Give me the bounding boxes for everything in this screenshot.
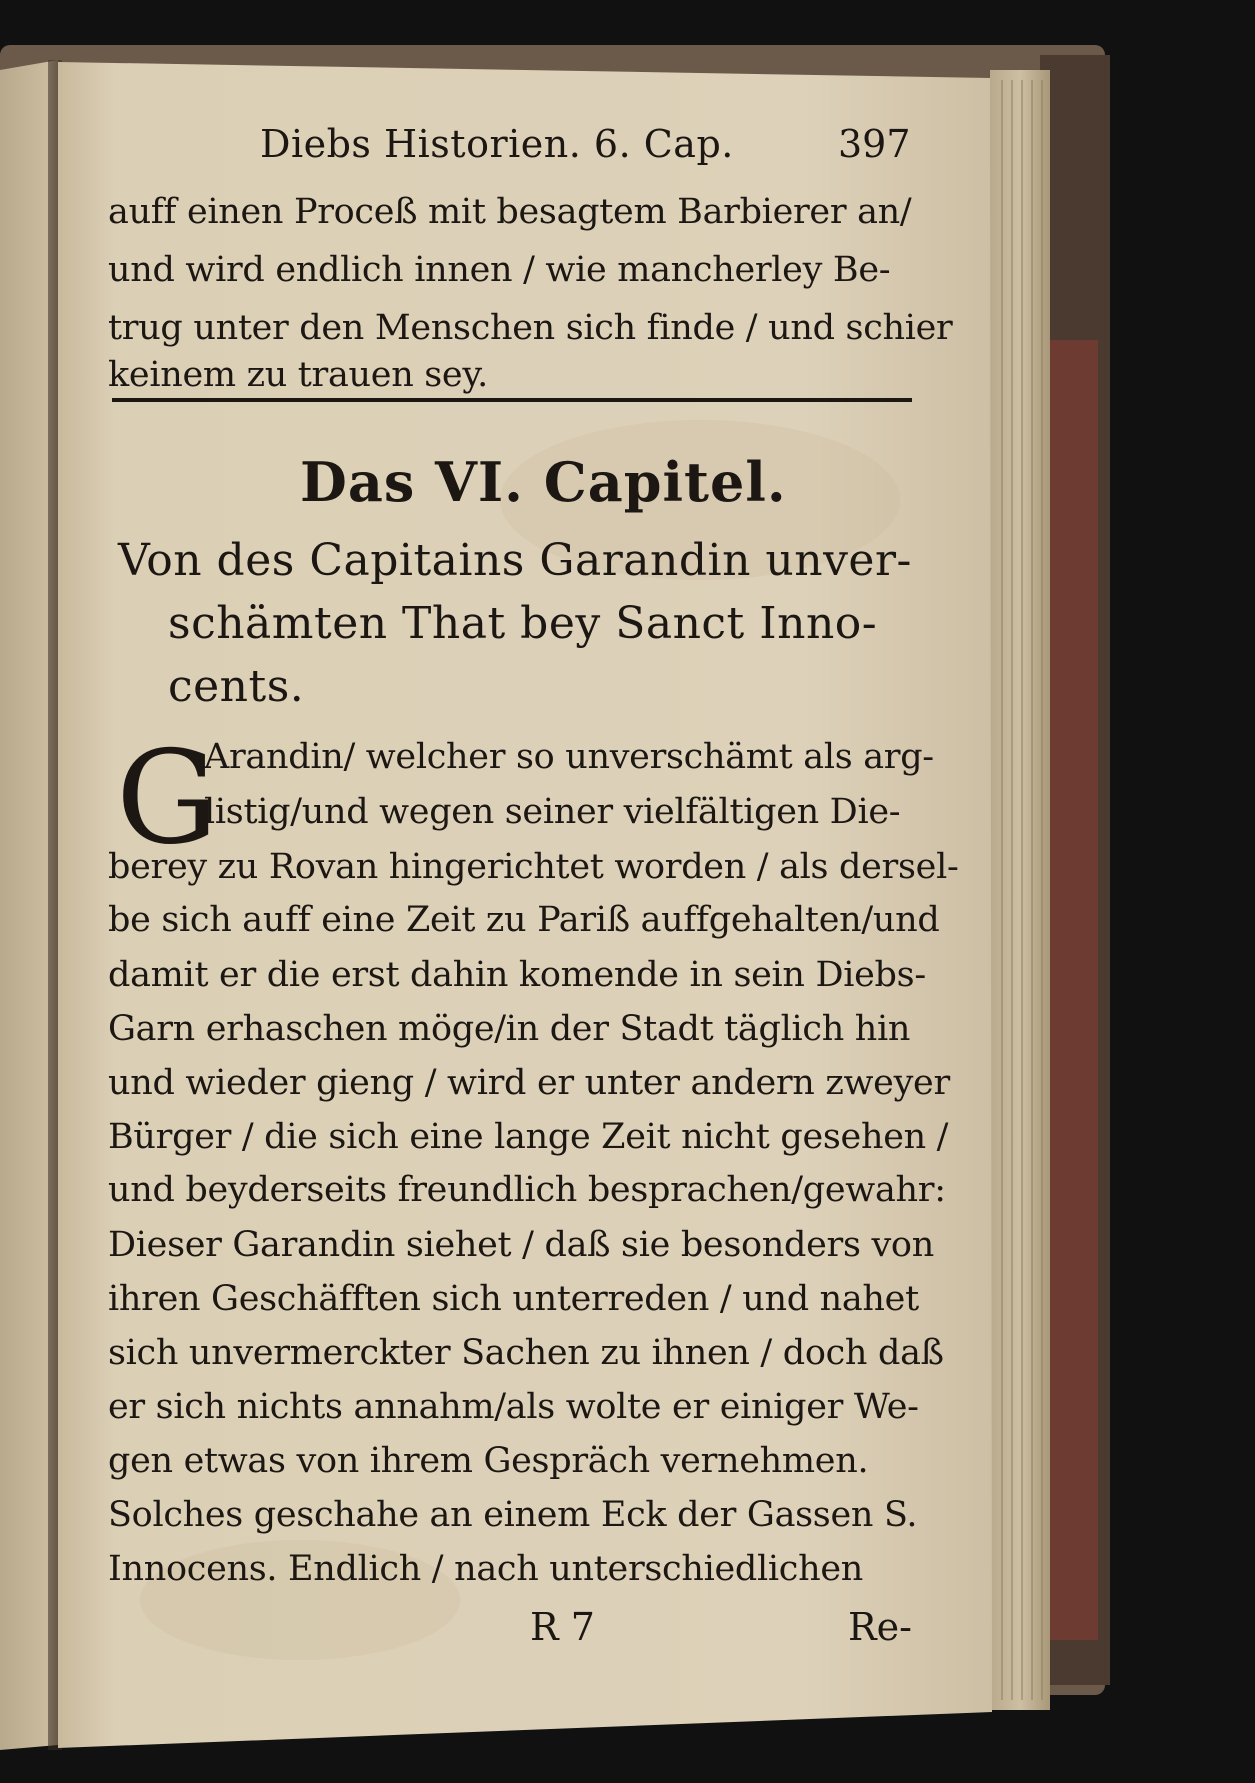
body-line: Bürger / die sich eine lange Zeit nicht gesehen / xyxy=(108,1117,949,1157)
running-head: Diebs Historien. 6. Cap. xyxy=(260,122,734,166)
body-line: er sich nichts annahm/als wolte er einiger We- xyxy=(108,1387,919,1427)
body-line: Solches geschahe an einem Eck der Gassen S. xyxy=(108,1495,918,1535)
drop-cap: G xyxy=(116,724,219,873)
body-line: gen etwas von ihrem Gespräch vernehmen. xyxy=(108,1441,869,1481)
intro-line: und wird endlich innen / wie mancherley Be- xyxy=(108,250,891,290)
intro-line: keinem zu trauen sey. xyxy=(108,355,488,395)
chapter-heading-line: schämten That bey Sanct Inno- xyxy=(168,598,878,649)
intro-line: auff einen Proceß mit besagtem Barbierer an/ xyxy=(108,192,912,232)
section-divider xyxy=(112,398,912,402)
body-line: damit er die erst dahin komende in sein Diebs- xyxy=(108,955,926,995)
chapter-heading-line: cents. xyxy=(168,661,305,712)
body-line: be sich auff eine Zeit zu Pariß auffgehalten/und xyxy=(108,900,940,940)
page-number: 397 xyxy=(838,122,911,166)
intro-line: trug unter den Menschen sich finde / und schier xyxy=(108,308,953,348)
chapter-title: Das VI. Capitel. xyxy=(300,450,787,514)
catchword: Re- xyxy=(848,1605,912,1649)
body-line: ihren Geschäfften sich unterreden / und nahet xyxy=(108,1279,919,1319)
body-line: Dieser Garandin siehet / daß sie besonders von xyxy=(108,1225,934,1265)
body-line: sich unvermerckter Sachen zu ihnen / doch daß xyxy=(108,1333,944,1373)
body-line: und beyderseits freundlich besprachen/gewahr: xyxy=(108,1170,946,1210)
body-line: listig/und wegen seiner vielfältigen Die- xyxy=(204,792,901,832)
body-line: berey zu Rovan hingerichtet worden / als dersel- xyxy=(108,847,959,887)
body-line: und wieder gieng / wird er unter andern zweyer xyxy=(108,1063,950,1103)
chapter-heading-line: Von des Capitains Garandin unver- xyxy=(118,535,912,586)
body-line: Garn erhaschen möge/in der Stadt täglich hin xyxy=(108,1009,911,1049)
body-line: Innocens. Endlich / nach unterschiedlichen xyxy=(108,1549,863,1589)
body-line: Arandin/ welcher so unverschämt als arg- xyxy=(204,737,934,777)
signature-mark: R 7 xyxy=(530,1605,595,1649)
